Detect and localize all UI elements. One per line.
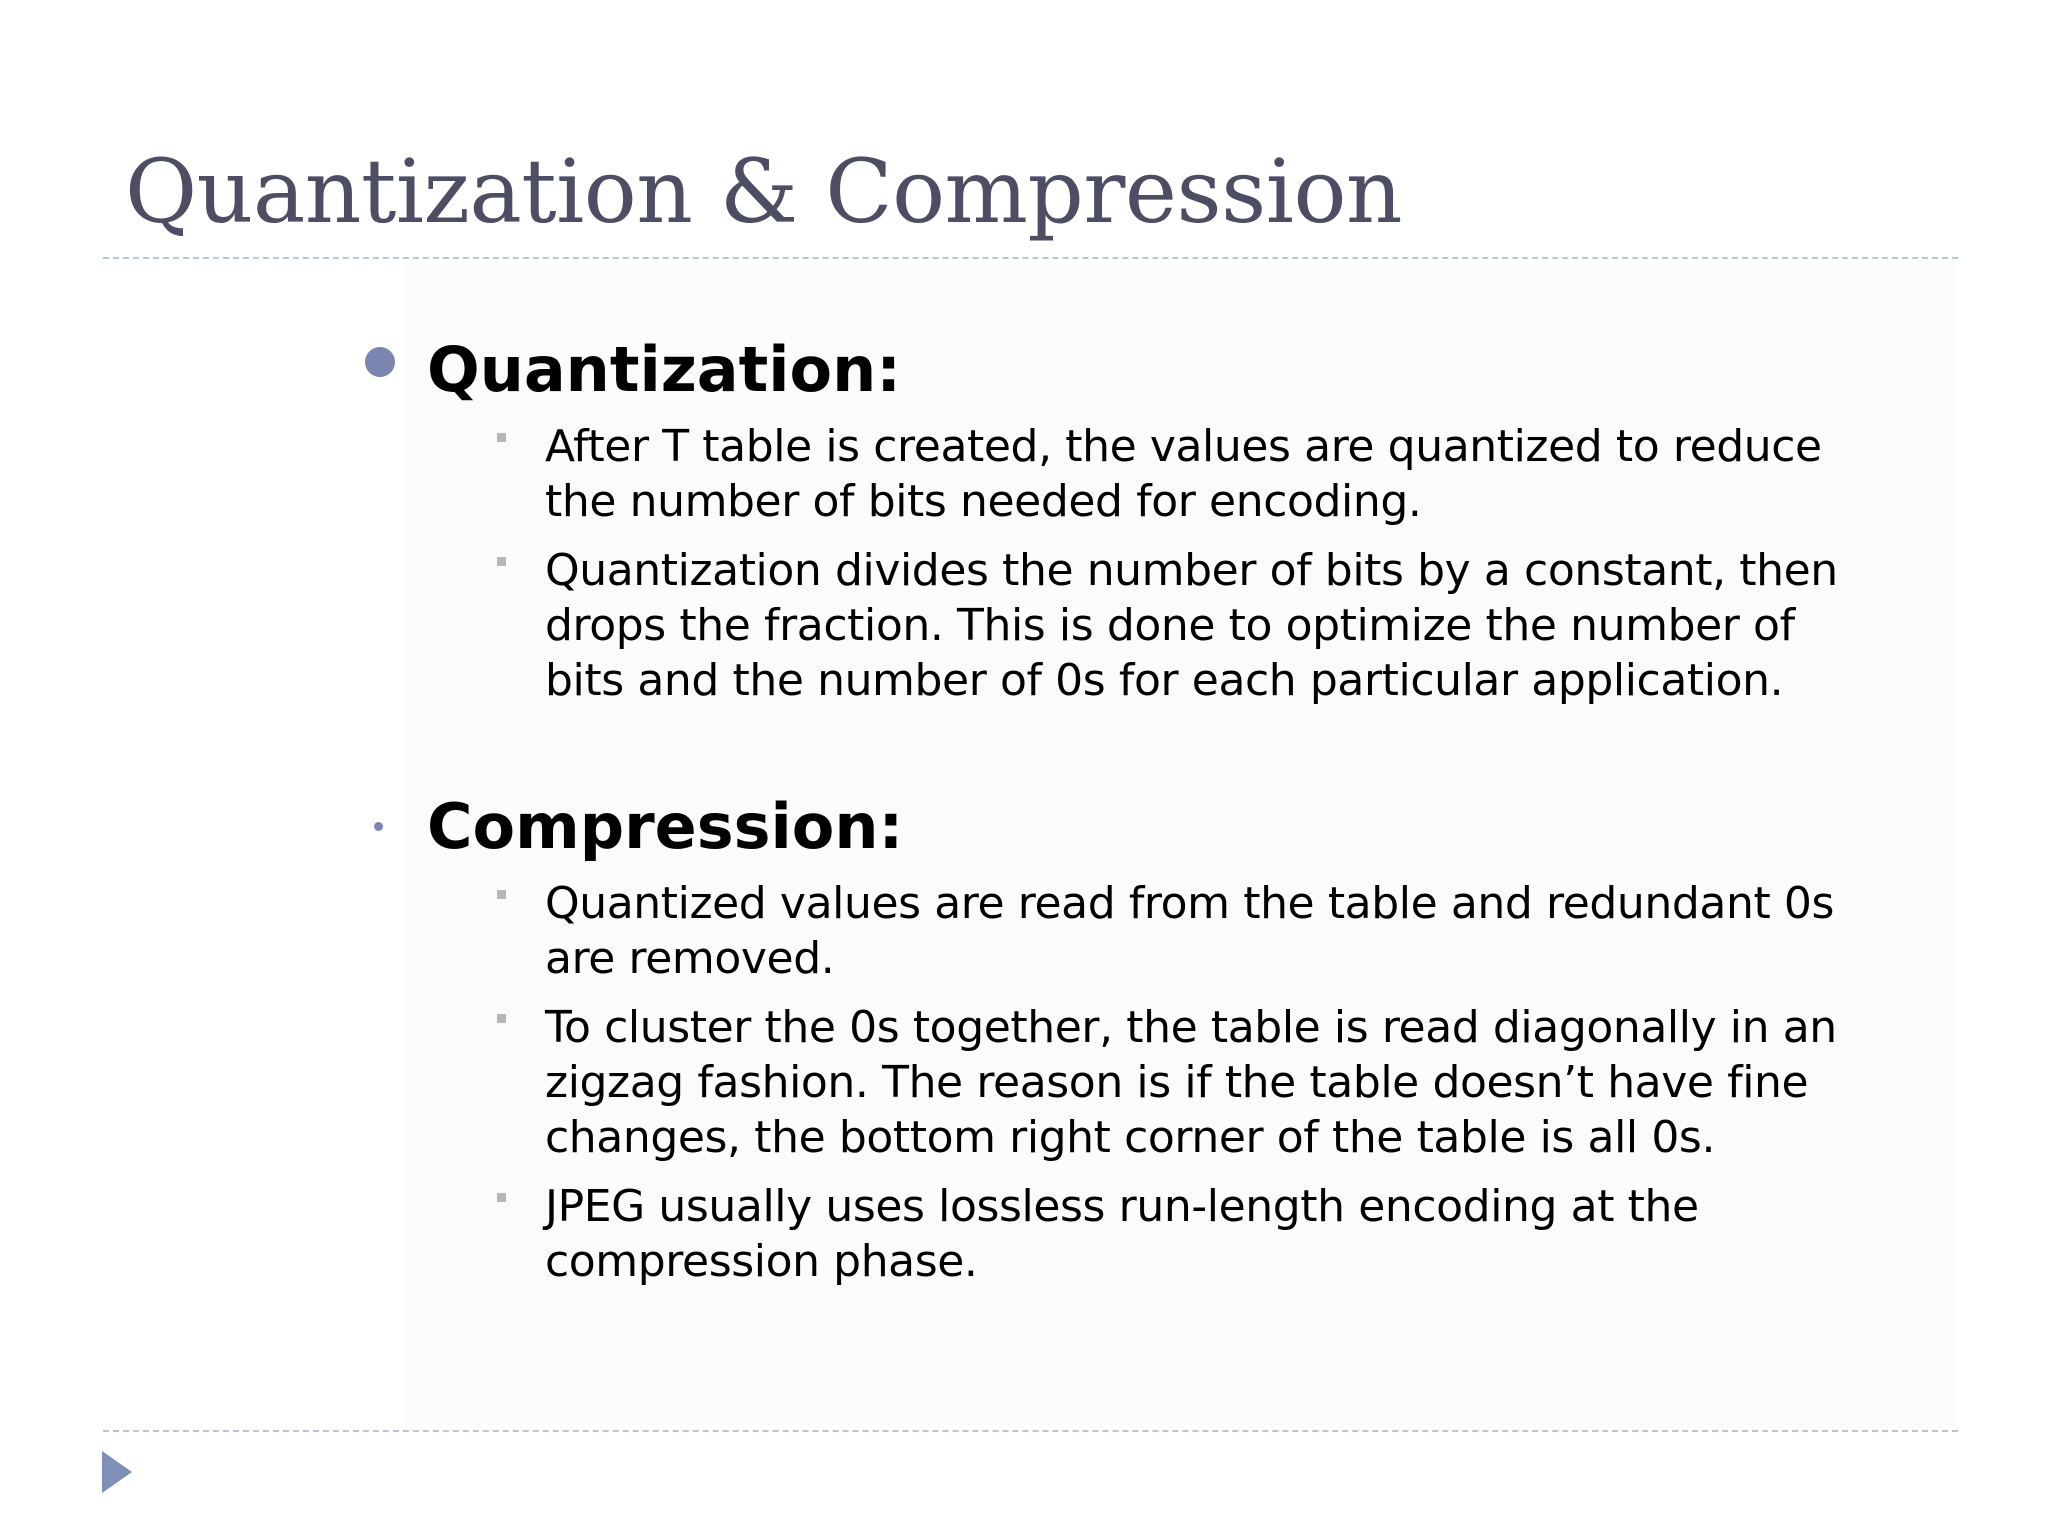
sub-bullet-line: the number of bits needed for encoding. — [545, 476, 1422, 527]
section-compression — [365, 782, 1985, 1289]
sub-bullet-line: JPEG usually uses lossless run-length encoding at the — [545, 1181, 1699, 1232]
next-slide-arrow-icon[interactable] — [102, 1451, 132, 1493]
title-divider — [103, 257, 1958, 259]
square-bullet-icon — [497, 433, 506, 442]
sub-bullet-line: To cluster the 0s together, the table is read diagonally in an — [545, 1002, 1837, 1053]
sub-bullet-line: Quantization divides the number of bits by a constant, then — [545, 545, 1838, 596]
sub-bullet-line: are removed. — [545, 933, 835, 984]
sub-bullet-item — [545, 1179, 1985, 1289]
bullet-list — [365, 325, 1985, 1303]
bullet-dot-icon — [365, 347, 395, 377]
section-quantization — [365, 325, 1985, 708]
sub-bullet-item — [545, 543, 1985, 708]
footer-divider — [103, 1430, 1958, 1432]
sub-bullet-line: bits and the number of 0s for each particular application. — [545, 655, 1784, 706]
bullet-dot-icon — [374, 822, 383, 831]
square-bullet-icon — [497, 1014, 506, 1023]
sub-bullet-item — [545, 419, 1985, 529]
sub-bullet-line: zigzag fashion. The reason is if the table doesn’t have fine — [545, 1057, 1809, 1108]
square-bullet-icon — [497, 890, 506, 899]
sub-bullet-list — [427, 876, 1985, 1289]
section-heading: Quantization: — [427, 333, 902, 406]
sub-bullet-line: compression phase. — [545, 1236, 978, 1287]
section-heading: Compression: — [427, 790, 904, 863]
square-bullet-icon — [497, 1193, 506, 1202]
sub-bullet-line: Quantized values are read from the table and redundant 0s — [545, 878, 1835, 929]
square-bullet-icon — [497, 557, 506, 566]
sub-bullet-item — [545, 876, 1985, 986]
section-spacer — [365, 722, 1985, 782]
sub-bullet-list — [427, 419, 1985, 708]
slide-title: Quantization & Compression — [125, 140, 1403, 243]
sub-bullet-line: drops the fraction. This is done to optimize the number of — [545, 600, 1795, 651]
sub-bullet-line: changes, the bottom right corner of the table is all 0s. — [545, 1112, 1716, 1163]
sub-bullet-item — [545, 1000, 1985, 1165]
sub-bullet-line: After T table is created, the values are quantized to reduce — [545, 421, 1822, 472]
